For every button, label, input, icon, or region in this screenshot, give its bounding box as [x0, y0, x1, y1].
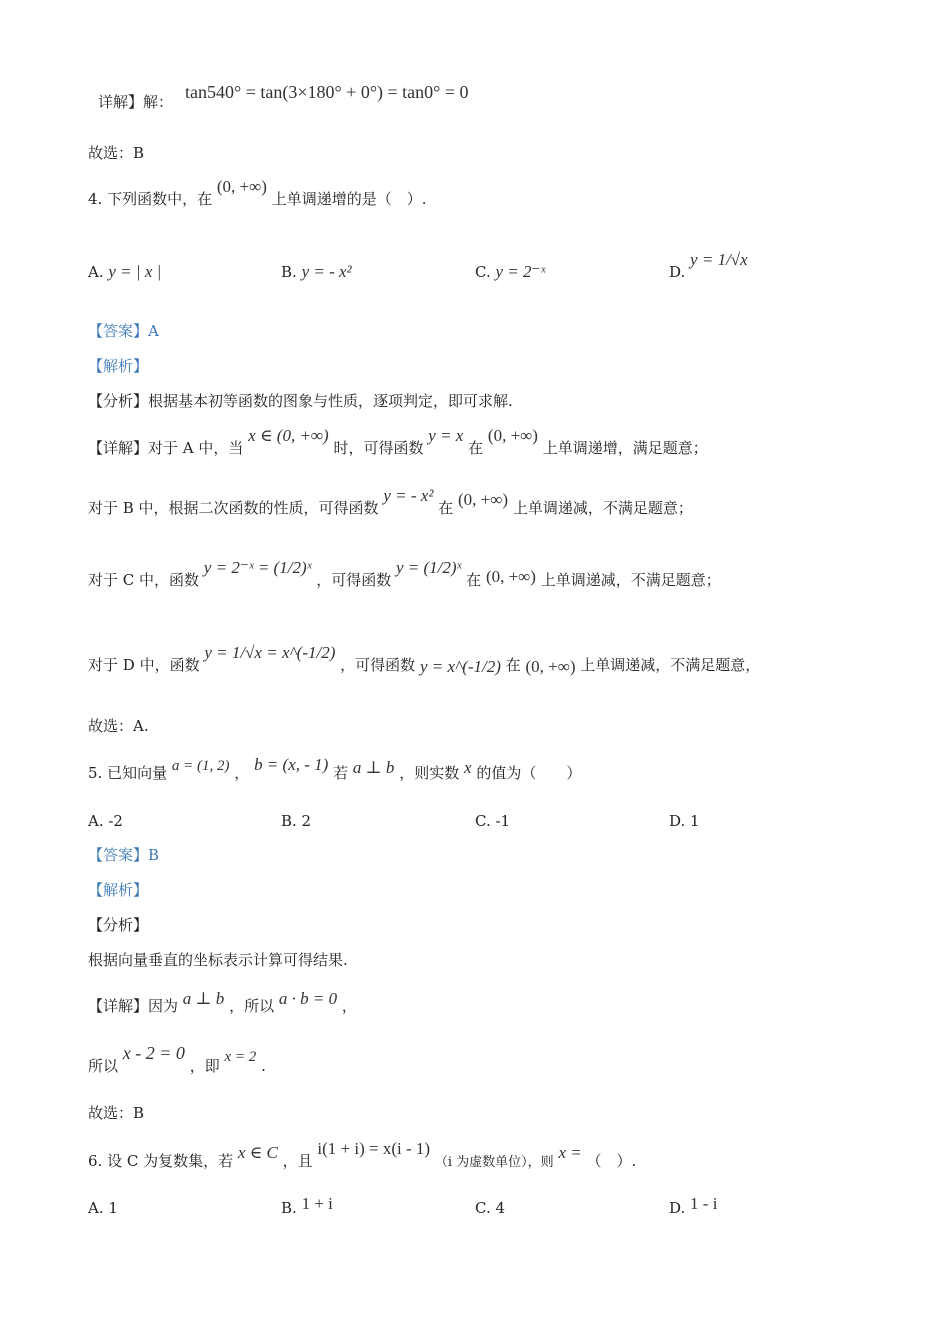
q4-answer: 【答案】A: [88, 322, 159, 340]
q5-vector-a: a = (1, 2): [171, 758, 230, 774]
q4-option-c-expr: y = 2⁻ˣ: [495, 262, 546, 281]
q4-detail-a-cond: x ∈ (0, +∞): [248, 426, 329, 445]
q4-detail-c-in: 在: [466, 571, 482, 589]
q3-equation: tan540° = tan(3×180° + 0°) = tan0° = 0: [185, 82, 469, 102]
q4-option-a-label: A.: [88, 263, 104, 281]
q4-detail-a: [88, 426, 708, 458]
q5-ie: ，即: [189, 1057, 220, 1075]
q4-option-b-expr: y = - x²: [301, 262, 352, 281]
q4-detail-d-func: y = 1/√x = x^(-1/2): [204, 643, 336, 662]
q5-analysis: 根据向量垂直的坐标表示计算可得结果.: [88, 951, 348, 969]
q6-stem: [88, 1139, 637, 1173]
q3-answer: 故选：B: [88, 144, 145, 162]
q4-detail-a-lead: 【详解】对于 A 中，当: [88, 439, 244, 457]
q4-detail-d: [88, 643, 761, 676]
q5-final: 故选：B: [88, 1104, 145, 1122]
q4-detail-b-tail: 上单调递减，不满足题意；: [512, 499, 693, 517]
q6-option-a-expr: 1: [108, 1199, 118, 1217]
q5-answer: 【答案】B: [88, 846, 160, 864]
q5-option-d: D. 1: [669, 812, 700, 830]
q5-option-c: C. -1: [475, 812, 511, 830]
q6-stem-c: （i 为虚数单位），则: [434, 1155, 554, 1170]
q4-detail-d-tail: 上单调递减，不满足题意，: [580, 656, 761, 674]
q6-option-d: [669, 1194, 718, 1218]
q6-option-c: [475, 1198, 505, 1218]
q5-detail-end: ，: [341, 997, 357, 1015]
q4-option-a-expr: y = | x |: [108, 262, 162, 281]
q6-option-d-label: D.: [669, 1199, 686, 1217]
q3-detail: [98, 92, 173, 112]
q6-option-d-expr: 1 - i: [690, 1194, 718, 1213]
q5-detail-lead: 【详解】因为: [88, 997, 179, 1015]
q5-stem: 5. 已知向量 a = (1, 2) ， b = (x, - 1) 若 a ⊥ b ，则实数 x 的值为（ ）: [88, 755, 582, 782]
q4-detail-c: [88, 558, 721, 590]
q5-eq1: x - 2 = 0: [122, 1043, 185, 1063]
q4-interval: (0, +∞): [216, 177, 267, 196]
q4-option-d-label: D.: [669, 263, 686, 281]
q4-detail-d-mid: ，可得函数: [340, 656, 416, 674]
q4-detail-c-mid: ，可得函数: [316, 571, 392, 589]
q4-option-d: [669, 250, 748, 282]
q5-if: 若: [333, 764, 349, 782]
q4-detail-a-func: y = x: [428, 426, 464, 445]
q5-stem-c: 的值为（ ）: [476, 764, 582, 782]
q5-eq2: x = 2: [224, 1049, 257, 1065]
q6-stem-a: 6. 设 C 为复数集，若: [88, 1152, 234, 1170]
q4-detail-b-in: 在: [438, 499, 454, 517]
q4-option-c-label: C.: [475, 263, 491, 281]
q4-option-c: [475, 262, 545, 282]
q4-stem: [88, 177, 427, 209]
q4-option-b: [281, 262, 352, 282]
q4-detail-c-interval: (0, +∞): [485, 567, 536, 586]
q4-final: 故选：A.: [88, 717, 149, 735]
q4-detail-b-lead: 对于 B 中，根据二次函数的性质，可得函数: [88, 499, 379, 517]
q6-option-b: [281, 1194, 333, 1218]
q5-stem-a: 5. 已知向量: [88, 764, 168, 782]
q6-option-b-label: B.: [281, 1199, 297, 1217]
q5-option-b: B. 2: [281, 812, 312, 830]
q4-detail-d-lead: 对于 D 中，函数: [88, 656, 200, 674]
q4-detail-c-lead: 对于 C 中，函数: [88, 571, 200, 589]
q5-so: 所以: [88, 1057, 119, 1075]
q6-cond: x ∈ C: [237, 1143, 278, 1162]
q6-stem-b: ，且: [282, 1152, 313, 1170]
q4-detail-d-interval: (0, +∞): [525, 657, 576, 676]
q4-analysis-head: 【解析】: [88, 357, 149, 375]
q5-x: x: [464, 758, 472, 777]
q5-detail-mid: ，所以: [229, 997, 275, 1015]
q4-option-b-label: B.: [281, 263, 297, 281]
q4-detail-b: [88, 486, 693, 518]
q4-detail-d-func2: y = x^(-1/2): [419, 657, 501, 676]
q6-option-c-label: C.: [475, 1199, 491, 1217]
q4-stem-a: 4. 下列函数中，在: [88, 190, 213, 208]
q4-detail-b-interval: (0, +∞): [458, 490, 509, 509]
q5-detail: [88, 989, 357, 1016]
q5-vector-b: b = (x, - 1): [254, 755, 329, 774]
q5-detail-perp: a ⊥ b: [182, 989, 225, 1008]
q4-detail-c-func2: y = (1/2)ˣ: [395, 558, 462, 577]
q4-option-a: [88, 262, 161, 282]
q5-analysis-head: 【解析】: [88, 881, 149, 899]
q4-stem-b: 上单调递增的是（ ）.: [271, 190, 427, 208]
q4-detail-a-mid: 时，可得函数: [333, 439, 424, 457]
q4-detail-b-func: y = - x²: [383, 486, 434, 505]
q4-detail-c-func: y = 2⁻ˣ = (1/2)ˣ: [203, 558, 312, 577]
q5-analysis-label: 【分析】: [88, 916, 149, 934]
q6-option-b-expr: 1 + i: [301, 1194, 333, 1213]
q5-perp: a ⊥ b: [352, 758, 395, 777]
q4-detail-d-in: 在: [505, 656, 521, 674]
q6-option-a-label: A.: [88, 1199, 104, 1217]
q4-detail-c-tail: 上单调递减，不满足题意；: [540, 571, 721, 589]
q6-stem-d: （ ）.: [586, 1152, 637, 1170]
q6-option-c-expr: 4: [495, 1199, 506, 1217]
q4-detail-a-in: 在: [468, 439, 484, 457]
q4-detail-a-interval: (0, +∞): [487, 426, 538, 445]
q3-detail-label: 详解】解：: [98, 93, 174, 111]
q5-stem-b: ，则实数: [399, 764, 460, 782]
q5-result: [88, 1043, 266, 1077]
q4-option-d-expr: y = 1/√x: [690, 250, 748, 269]
q5-detail-dot: a · b = 0: [278, 989, 338, 1008]
q6-option-a: [88, 1198, 118, 1218]
q4-analysis: 【分析】根据基本初等函数的图象与性质，逐项判定，即可求解.: [88, 392, 513, 410]
q5-option-a: A. -2: [88, 812, 123, 830]
q4-detail-a-tail: 上单调递增，满足题意；: [542, 439, 708, 457]
q5-period: .: [261, 1057, 266, 1075]
q6-eq: i(1 + i) = x(i - 1): [317, 1139, 431, 1158]
q6-x: x =: [558, 1143, 582, 1162]
